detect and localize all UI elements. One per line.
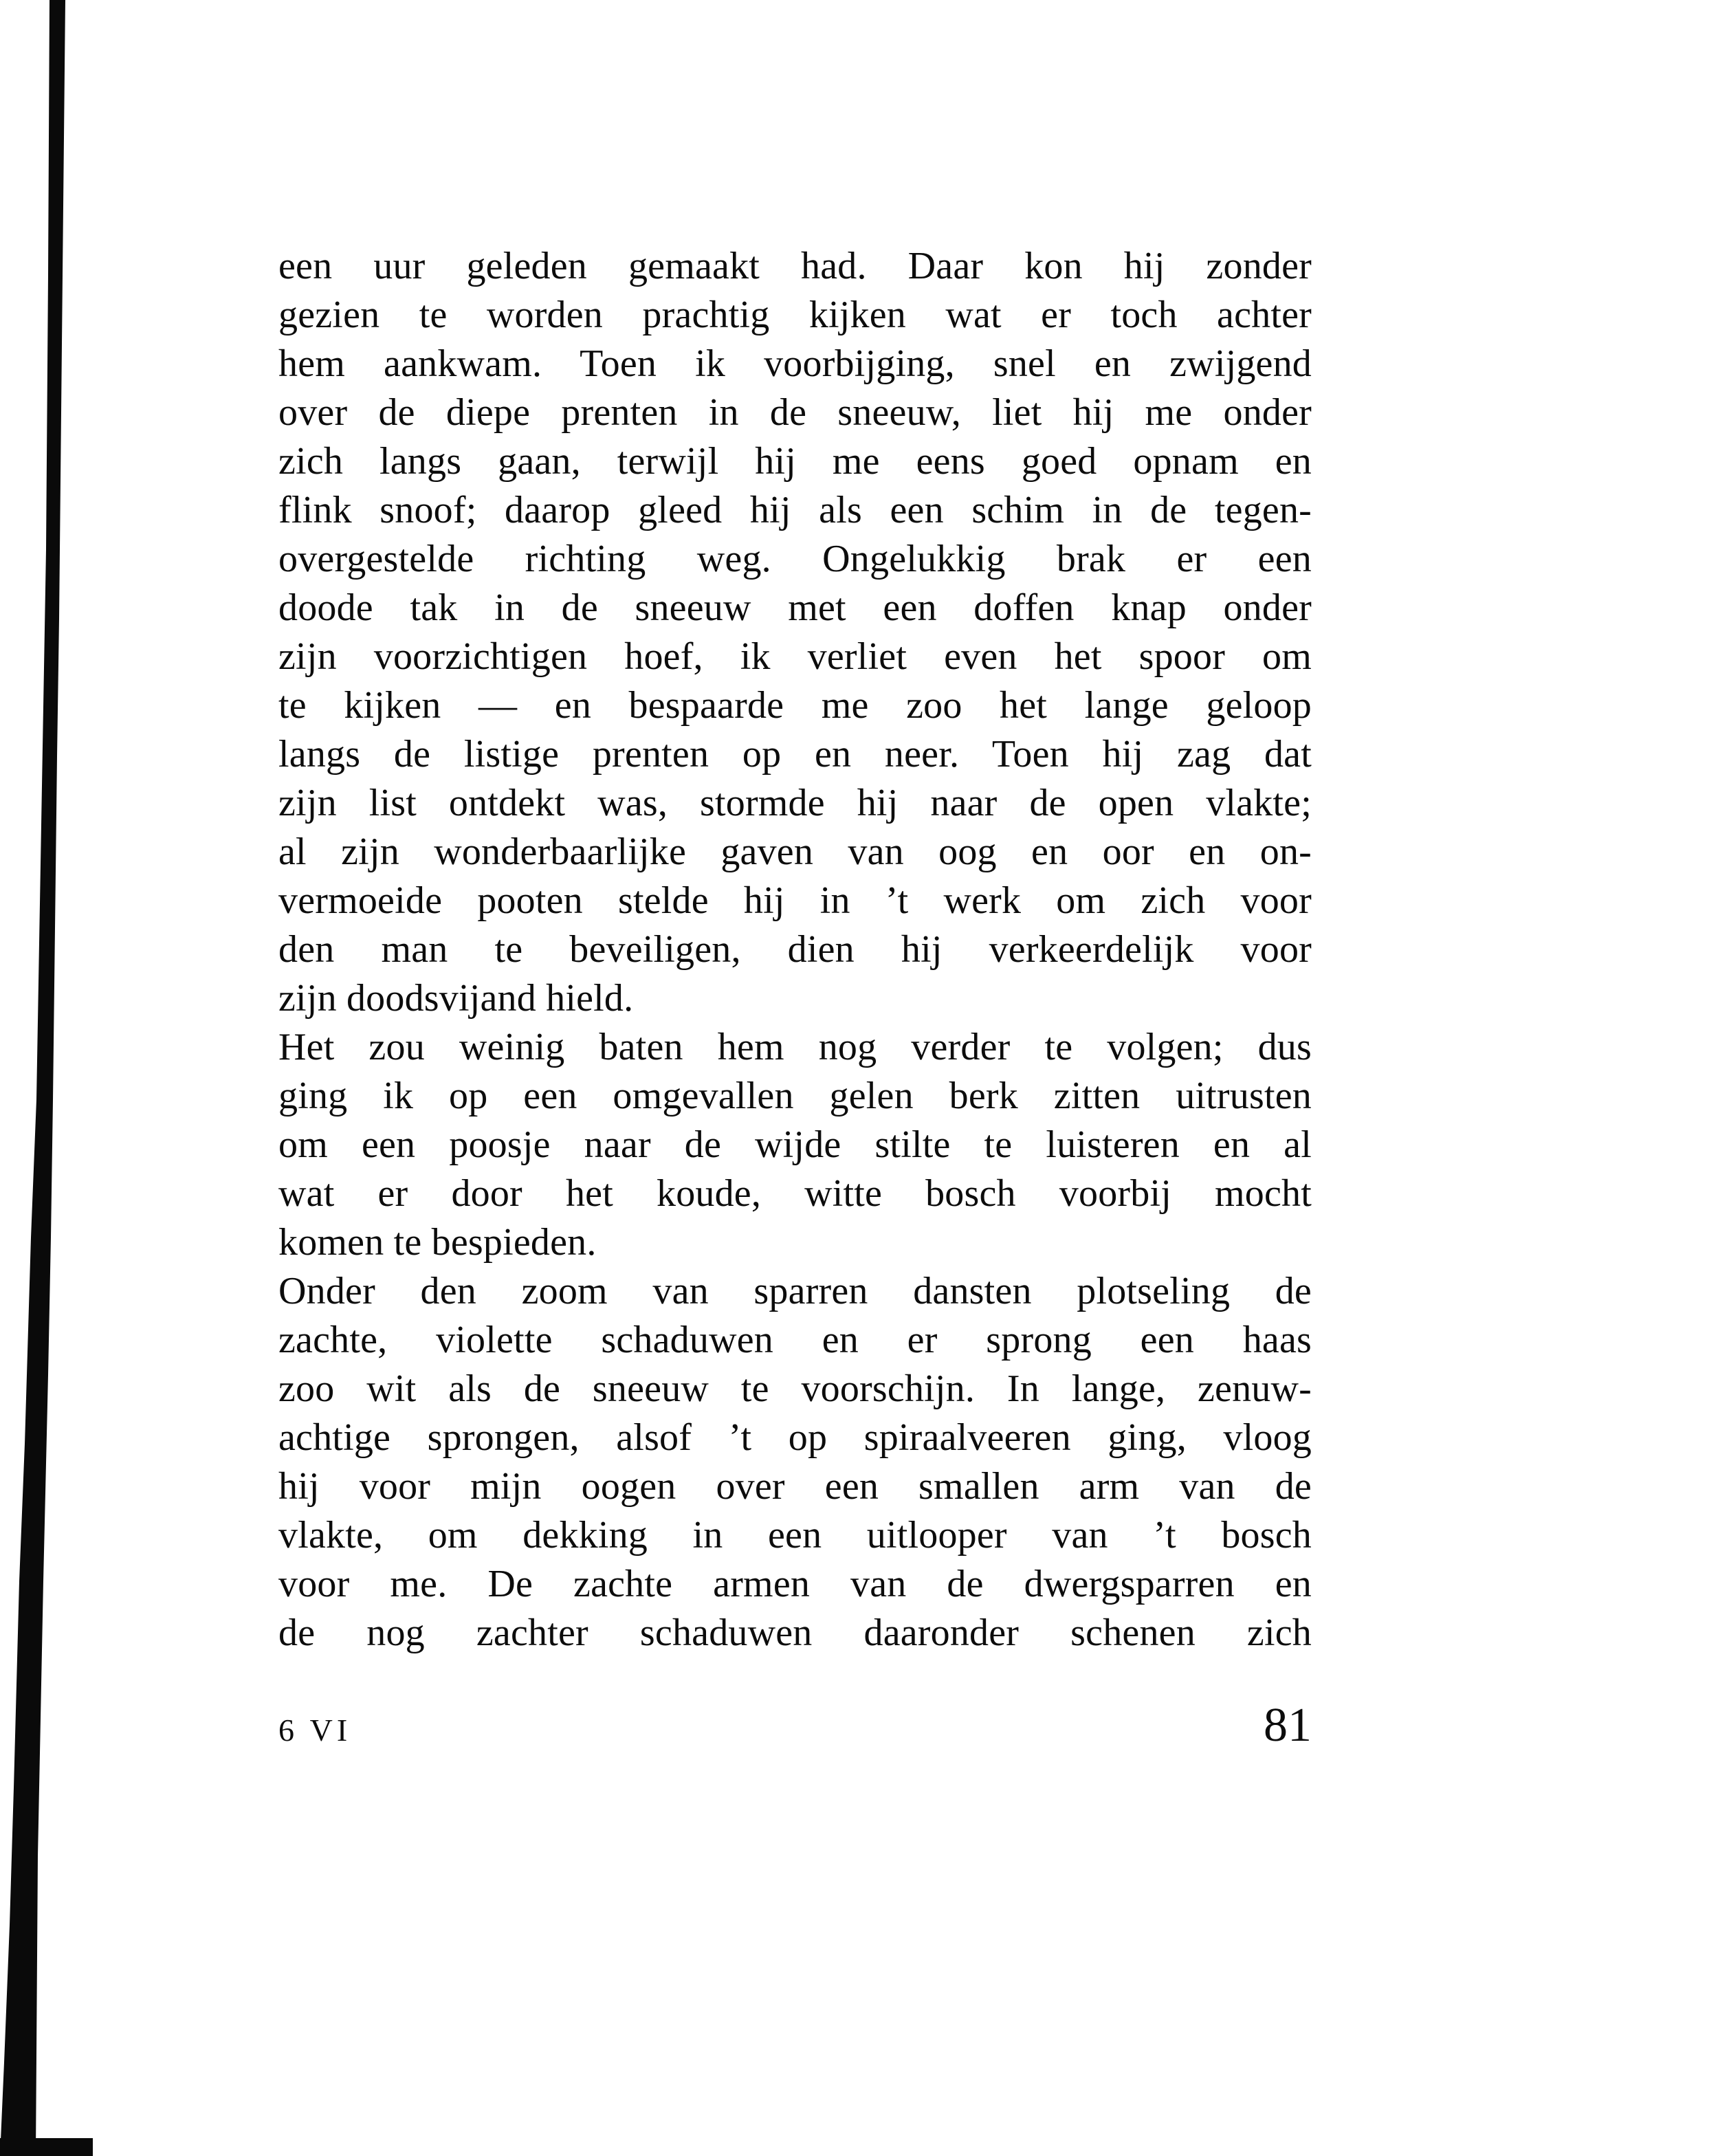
text-line: Het zou weinig baten hem nog verder te volgen; dus: [278, 1026, 1312, 1068]
text-line: doode tak in de sneeuw met een doffen knap onder: [278, 586, 1312, 629]
text-line: zijn list ontdekt was, stormde hij naar de open vlakte;: [278, 782, 1312, 824]
text-line: overgestelde richting weg. Ongelukkig brak er een: [278, 538, 1312, 580]
text-line: hem aankwam. Toen ik voorbijging, snel en zwijgend: [278, 342, 1312, 385]
text-line: te kijken — en bespaarde me zoo het lange geloop: [278, 684, 1312, 727]
text-line: een uur geleden gemaakt had. Daar kon hij zonder: [278, 245, 1312, 287]
text-line: zich langs gaan, terwijl hij me eens goed opnam en: [278, 440, 1312, 483]
text-line: langs de listige prenten op en neer. Toen hij zag dat: [278, 733, 1312, 776]
page-number: 81: [1264, 1699, 1312, 1752]
text-line: komen te bespieden.: [278, 1221, 597, 1264]
text-line: zijn voorzichtigen hoef, ik verliet even het spoor om: [278, 635, 1312, 678]
gathering-signature: 6 VI: [278, 1713, 352, 1748]
text-line: den man te beveiligen, dien hij verkeerdelijk voor: [278, 928, 1312, 971]
text-line: over de diepe prenten in de sneeuw, liet hij me onder: [278, 391, 1312, 434]
text-line: achtige sprongen, alsof ’t op spiraalveeren ging, vloog: [278, 1416, 1312, 1459]
text-line: wat er door het koude, witte bosch voorbij mocht: [278, 1172, 1312, 1215]
text-line: vlakte, om dekking in een uitlooper van ’t bosch: [278, 1514, 1312, 1556]
body-text-block: [278, 242, 1312, 1658]
text-line: al zijn wonderbaarlijke gaven van oog en oor en on-: [278, 830, 1312, 873]
text-line: voor me. De zachte armen van de dwergsparren en: [278, 1563, 1312, 1605]
page-footer: [278, 1698, 1312, 1753]
text-line: zijn doodsvijand hield.: [278, 977, 634, 1020]
text-line: om een poosje naar de wijde stilte te luisteren en al: [278, 1123, 1312, 1166]
text-line: zoo wit als de sneeuw te voorschijn. In lange, zenuw-: [278, 1367, 1312, 1410]
text-line: hij voor mijn oogen over een smallen arm van de: [278, 1465, 1312, 1508]
text-line: vermoeide pooten stelde hij in ’t werk om zich voor: [278, 879, 1312, 922]
text-line: Onder den zoom van sparren dansten plotseling de: [278, 1270, 1312, 1312]
text-line: de nog zachter schaduwen daaronder schenen zich: [278, 1612, 1312, 1654]
scan-binding-artifact: [0, 0, 96, 2156]
text-line: ging ik op een omgevallen gelen berk zitten uitrusten: [278, 1075, 1312, 1117]
text-line: zachte, violette schaduwen en er sprong een haas: [278, 1319, 1312, 1361]
text-line: flink snoof; daarop gleed hij als een schim in de tegen-: [278, 489, 1312, 531]
text-line: gezien te worden prachtig kijken wat er toch achter: [278, 294, 1312, 336]
